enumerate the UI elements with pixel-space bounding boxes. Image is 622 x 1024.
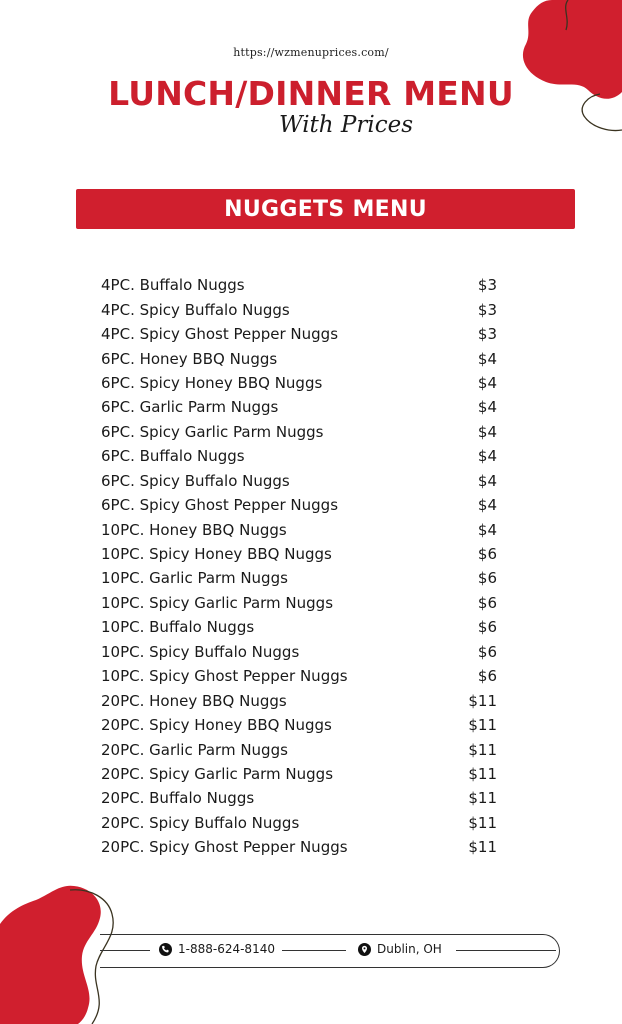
menu-item [101, 395, 497, 419]
menu-item [101, 297, 497, 321]
website-url: https://wzmenuprices.com/ [233, 46, 389, 59]
menu-item [101, 713, 497, 737]
footer-phone [159, 942, 275, 956]
menu-item [101, 786, 497, 810]
menu-item [101, 273, 497, 297]
menu-item [101, 762, 497, 786]
menu-item [101, 615, 497, 639]
menu-item-price: $6 [477, 569, 497, 588]
menu-item-price: $3 [477, 300, 497, 319]
menu-item-name: 10PC. Spicy Garlic Parm Nuggs [101, 593, 334, 612]
menu-item [101, 640, 497, 664]
menu-item-price: $4 [477, 520, 497, 539]
menu-item-price: $11 [468, 813, 497, 832]
menu-item [101, 542, 497, 566]
menu-item-name: 20PC. Spicy Garlic Parm Nuggs [101, 764, 334, 783]
menu-item [101, 371, 497, 395]
menu-item-price: $11 [468, 716, 497, 735]
menu-item-price: $11 [468, 764, 497, 783]
menu-item [101, 664, 497, 688]
menu-list [101, 273, 497, 860]
menu-item [101, 566, 497, 590]
menu-item [101, 420, 497, 444]
menu-item-name: 6PC. Buffalo Nuggs [101, 447, 245, 466]
menu-item [101, 835, 497, 859]
menu-item-name: 6PC. Spicy Buffalo Nuggs [101, 471, 290, 490]
menu-item-price: $11 [468, 838, 497, 857]
menu-item-name: 20PC. Garlic Parm Nuggs [101, 740, 288, 759]
menu-item-name: 20PC. Spicy Ghost Pepper Nuggs [101, 838, 348, 857]
menu-item-price: $3 [477, 325, 497, 344]
footer-divider [100, 950, 150, 951]
menu-item-price: $3 [477, 276, 497, 295]
menu-item-price: $4 [477, 422, 497, 441]
menu-item-price: $4 [477, 447, 497, 466]
menu-item-name: 6PC. Spicy Ghost Pepper Nuggs [101, 496, 339, 515]
menu-item-name: 6PC. Honey BBQ Nuggs [101, 349, 278, 368]
menu-item-price: $6 [477, 593, 497, 612]
menu-item-name: 4PC. Buffalo Nuggs [101, 276, 245, 295]
menu-item-price: $6 [477, 618, 497, 637]
menu-item-name: 20PC. Honey BBQ Nuggs [101, 691, 287, 710]
menu-item-name: 10PC. Spicy Honey BBQ Nuggs [101, 545, 332, 564]
section-banner [76, 189, 575, 229]
menu-item-price: $4 [477, 373, 497, 392]
menu-item-name: 10PC. Spicy Ghost Pepper Nuggs [101, 667, 348, 686]
menu-item [101, 517, 497, 541]
menu-item [101, 811, 497, 835]
menu-item [101, 322, 497, 346]
menu-item-name: 6PC. Spicy Garlic Parm Nuggs [101, 422, 324, 441]
menu-item-name: 4PC. Spicy Ghost Pepper Nuggs [101, 325, 339, 344]
footer-location [358, 942, 442, 956]
page-title: LUNCH/DINNER MENU [108, 74, 514, 113]
menu-item-price: $6 [477, 545, 497, 564]
menu-item-price: $6 [477, 667, 497, 686]
menu-item [101, 469, 497, 493]
section-title: NUGGETS MENU [224, 196, 427, 222]
menu-item-price: $4 [477, 471, 497, 490]
location-pin-icon [358, 943, 371, 956]
menu-item-name: 20PC. Spicy Honey BBQ Nuggs [101, 716, 332, 735]
phone-icon [159, 943, 172, 956]
menu-item-price: $4 [477, 349, 497, 368]
menu-item-name: 10PC. Spicy Buffalo Nuggs [101, 642, 300, 661]
menu-item-name: 10PC. Garlic Parm Nuggs [101, 569, 288, 588]
menu-item [101, 493, 497, 517]
menu-item-name: 10PC. Honey BBQ Nuggs [101, 520, 287, 539]
page-subtitle: With Prices [278, 112, 414, 138]
menu-item [101, 444, 497, 468]
menu-item [101, 688, 497, 712]
footer-divider [456, 950, 556, 951]
menu-item-name: 20PC. Buffalo Nuggs [101, 789, 255, 808]
footer-divider [282, 950, 346, 951]
menu-item-price: $11 [468, 789, 497, 808]
menu-item-name: 6PC. Garlic Parm Nuggs [101, 398, 279, 417]
menu-item [101, 591, 497, 615]
menu-item-name: 4PC. Spicy Buffalo Nuggs [101, 300, 290, 319]
menu-item-name: 10PC. Buffalo Nuggs [101, 618, 255, 637]
menu-item [101, 737, 497, 761]
menu-item-price: $4 [477, 398, 497, 417]
menu-item [101, 346, 497, 370]
menu-item-price: $6 [477, 642, 497, 661]
menu-item-price: $11 [468, 691, 497, 710]
menu-item-price: $4 [477, 496, 497, 515]
location-text: Dublin, OH [377, 942, 442, 956]
menu-item-name: 20PC. Spicy Buffalo Nuggs [101, 813, 300, 832]
phone-number: 1-888-624-8140 [178, 942, 275, 956]
menu-item-price: $11 [468, 740, 497, 759]
menu-item-name: 6PC. Spicy Honey BBQ Nuggs [101, 373, 323, 392]
